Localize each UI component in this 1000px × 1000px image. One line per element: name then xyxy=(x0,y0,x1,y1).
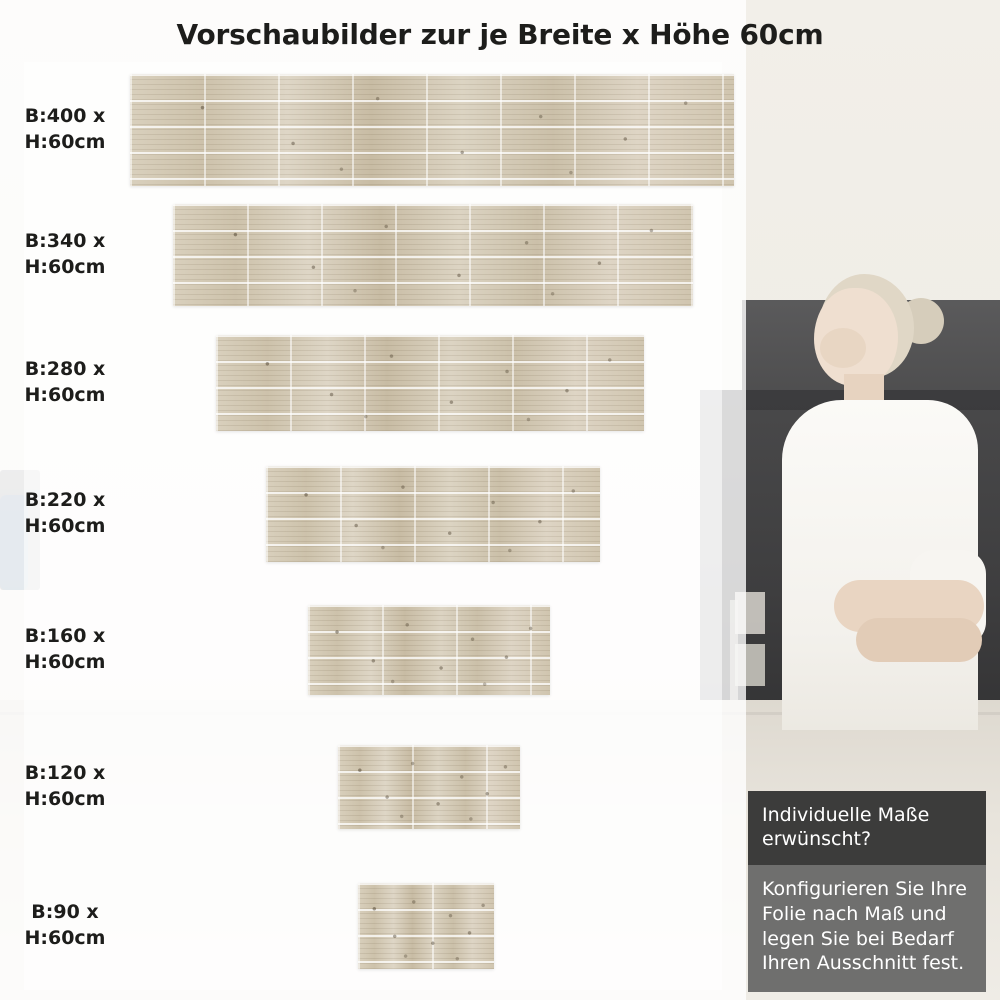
size-row-label-line1: B:160 x xyxy=(24,625,106,648)
size-row-label xyxy=(0,624,130,675)
size-row xyxy=(0,330,746,435)
size-row-label-line2: H:60cm xyxy=(24,131,106,153)
swatch-holder xyxy=(130,70,746,190)
swatch-holder xyxy=(130,602,746,698)
custom-size-callout[interactable] xyxy=(748,791,986,992)
size-row-label-line2: H:60cm xyxy=(24,788,106,810)
wallpaper-swatch xyxy=(338,745,520,829)
size-row-label xyxy=(0,229,130,280)
person-photo xyxy=(760,250,990,720)
wallpaper-swatch xyxy=(358,883,494,969)
size-row-label-line2: H:60cm xyxy=(24,927,106,949)
size-row-label-line1: B:220 x xyxy=(24,489,106,512)
wallpaper-swatch xyxy=(216,335,644,431)
swatch-holder xyxy=(130,878,746,974)
size-row-label-line1: B:120 x xyxy=(24,762,106,785)
size-row-label-line2: H:60cm xyxy=(24,383,106,406)
size-row xyxy=(0,602,746,698)
size-row xyxy=(0,462,746,566)
size-row xyxy=(0,878,746,974)
person-face-shading xyxy=(820,328,866,368)
callout-body-text: Konfigurieren Sie Ihre Folie nach Maß und legen Sie bei Bedarf Ihren Ausschnitt fest. xyxy=(748,865,986,992)
swatch-holder xyxy=(130,330,746,435)
size-row-label-line1: B:280 x xyxy=(24,357,106,380)
size-row-label-line2: H:60cm xyxy=(24,256,106,278)
swatch-holder xyxy=(130,462,746,566)
size-row-label-line2: H:60cm xyxy=(24,515,106,537)
size-row-label-line1: B:340 x xyxy=(24,230,106,253)
size-row xyxy=(0,70,746,190)
callout-headline: Individuelle Maße erwünscht? xyxy=(748,791,986,866)
swatch-holder xyxy=(130,200,746,310)
page-title: Vorschaubilder zur je Breite x Höhe 60cm xyxy=(176,18,824,51)
size-row xyxy=(0,200,746,310)
person-arm-lower xyxy=(856,618,982,662)
size-row-label xyxy=(0,900,130,951)
size-row-label-line1: B:90 x xyxy=(31,901,99,924)
wallpaper-swatch xyxy=(266,466,600,562)
size-row xyxy=(0,742,746,832)
size-row-label xyxy=(0,488,130,539)
wallpaper-swatch xyxy=(308,605,550,695)
size-row-label xyxy=(0,761,130,812)
size-row-label-line2: H:60cm xyxy=(24,651,106,673)
wallpaper-swatch xyxy=(130,74,734,186)
swatch-holder xyxy=(130,742,746,832)
size-row-label xyxy=(0,104,130,155)
size-row-label-line1: B:400 x xyxy=(24,105,106,128)
size-row-label xyxy=(0,357,130,408)
wallpaper-swatch xyxy=(173,204,693,306)
